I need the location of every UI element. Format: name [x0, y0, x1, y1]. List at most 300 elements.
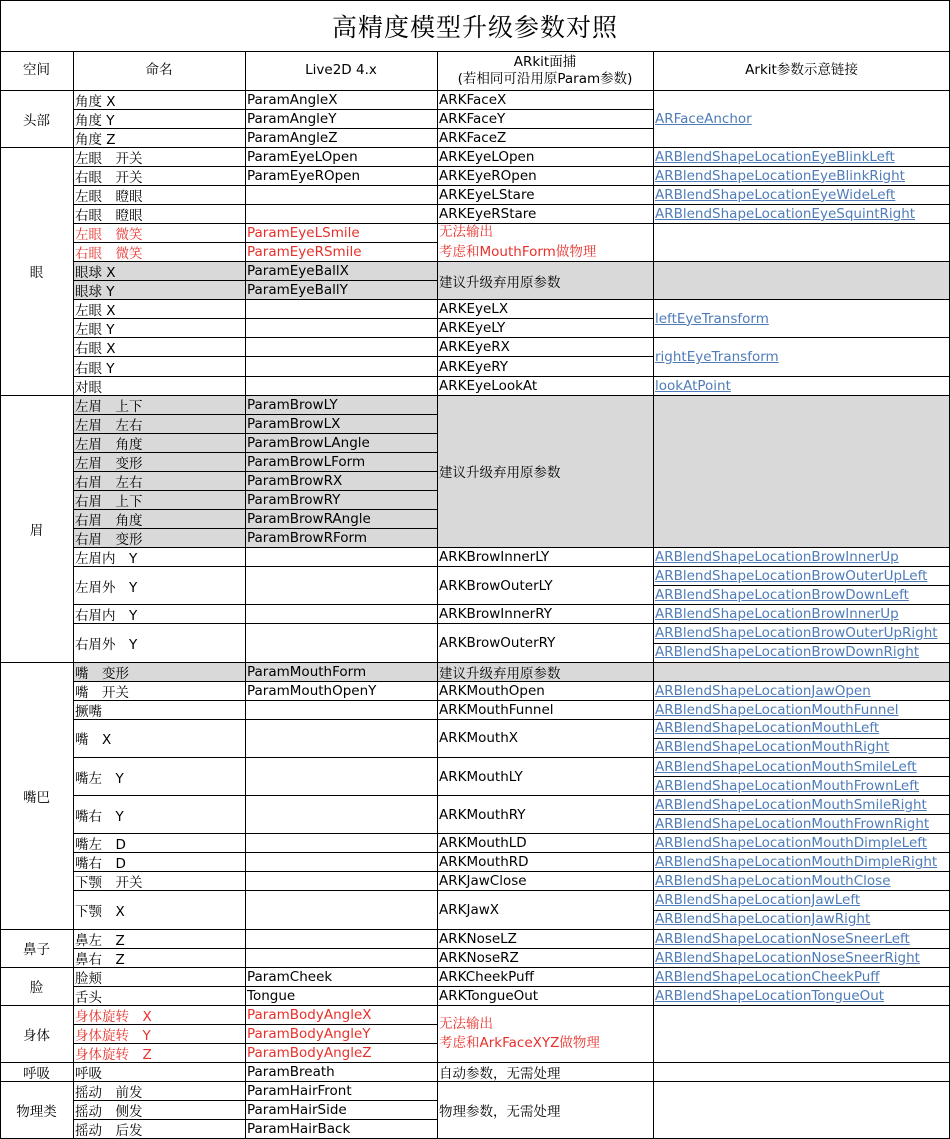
arkit-link-cell: [653, 1063, 950, 1082]
arkit-link[interactable]: ARBlendShapeLocationMouthSmileRight: [655, 796, 927, 813]
grid-line: [0, 90, 950, 91]
space-label: 眼: [29, 265, 44, 282]
param-name: 右眼 微笑: [75, 246, 143, 262]
grid-line: [73, 109, 437, 110]
header-text: 空间: [23, 62, 50, 78]
arkit-param: ARKEyeLY: [439, 320, 506, 337]
live2d-param: [245, 796, 437, 834]
grid-line: [73, 509, 437, 510]
grid-line: [653, 986, 950, 987]
arkit-param: ARKMouthX: [439, 730, 519, 747]
grid-line: [73, 166, 437, 167]
sheet-title: 高精度模型升级参数对照: [331, 12, 618, 42]
arkit-link-cell: [653, 90, 950, 147]
live2d-param: ParamHairBack: [247, 1121, 351, 1138]
arkit-param-note: [437, 1005, 653, 1062]
live2d-param: [245, 605, 437, 624]
header-link: [653, 51, 950, 90]
param-name: 左眼 开关: [75, 150, 143, 167]
param-name: 摇动 后发: [75, 1123, 143, 1139]
grid-line: [653, 719, 950, 720]
grid-line: [73, 1100, 437, 1101]
live2d-param: ParamAngleY: [247, 110, 337, 127]
grid-line: [437, 604, 653, 605]
grid-line: [653, 814, 950, 815]
grid-line: [73, 852, 437, 853]
live2d-param: [245, 872, 437, 891]
grid-line: [73, 1024, 437, 1025]
arkit-link-cell: [653, 700, 950, 719]
grid-line: [437, 51, 438, 1139]
arkit-link[interactable]: ARFaceAnchor: [655, 110, 752, 127]
live2d-param: ParamBodyAngleX: [247, 1006, 372, 1023]
grid-line: [73, 1119, 437, 1120]
arkit-link[interactable]: ARBlendShapeLocationBrowDownLeft: [655, 586, 909, 603]
grid-line: [437, 547, 653, 548]
arkit-link-cell: [653, 834, 950, 853]
grid-line: [653, 795, 950, 796]
grid-line: [653, 776, 950, 777]
header-text: 命名: [145, 62, 173, 78]
arkit-link[interactable]: lookAtPoint: [655, 377, 731, 394]
grid-line: [437, 719, 653, 720]
arkit-param: ARKTongueOut: [439, 987, 539, 1004]
live2d-param: ParamEyeLOpen: [247, 148, 358, 165]
arkit-link[interactable]: ARBlendShapeLocationTongueOut: [655, 987, 885, 1004]
grid-line: [73, 871, 437, 872]
arkit-link-cell: [653, 853, 950, 872]
grid-line: [73, 833, 437, 834]
param-name: 右眉 变形: [73, 529, 245, 548]
arkit-param: ARKFaceY: [439, 110, 506, 127]
param-name: 嘴 X: [75, 732, 112, 749]
grid-line: [73, 452, 437, 453]
arkit-link[interactable]: ARBlendShapeLocationEyeBlinkLeft: [655, 148, 895, 165]
grid-line: [653, 852, 950, 853]
live2d-param: [245, 719, 437, 757]
grid-line: [0, 0, 950, 1]
grid-line: [653, 623, 950, 624]
arkit-param-note: 建议升级弃用原参数: [437, 395, 653, 548]
grid-line: [73, 128, 437, 129]
space-label: 鼻子: [23, 942, 50, 959]
grid-line: [0, 1062, 950, 1063]
grid-line: [437, 623, 653, 624]
param-name: 左眉 角度: [73, 433, 245, 452]
grid-line: [437, 128, 653, 129]
arkit-param: ARKNoseRZ: [439, 949, 519, 966]
live2d-param: Tongue: [247, 987, 296, 1004]
grid-line: [73, 719, 437, 720]
space-label: 身体: [23, 1027, 50, 1044]
arkit-link[interactable]: rightEyeTransform: [655, 348, 779, 365]
live2d-param: ParamEyeLSmile: [247, 225, 360, 242]
live2d-param: ParamHairFront: [247, 1083, 352, 1100]
grid-line: [653, 337, 950, 338]
live2d-param: ParamBrowRAngle: [245, 510, 437, 529]
live2d-param: [245, 757, 437, 795]
grid-line: [653, 223, 950, 224]
arkit-link-cell: [653, 681, 950, 700]
live2d-param: ParamBrowLForm: [245, 452, 437, 471]
param-name: 角度 Y: [75, 112, 115, 129]
param-name: 呼吸: [75, 1066, 102, 1082]
grid-line: [653, 757, 950, 758]
live2d-param: [245, 929, 437, 948]
grid-line: [0, 1081, 950, 1082]
arkit-link[interactable]: ARBlendShapeLocationBrowDownRight: [655, 644, 920, 661]
arkit-link[interactable]: ARBlendShapeLocationMouthLeft: [655, 720, 880, 737]
arkit-link-cell: [653, 223, 950, 261]
space-label: 头部: [23, 112, 50, 129]
grid-line: [437, 166, 653, 167]
grid-line: [73, 948, 437, 949]
arkit-param: ARKEyeLOpen: [439, 148, 535, 165]
arkit-param: ARKFaceZ: [439, 129, 507, 146]
grid-line: [73, 986, 437, 987]
grid-line: [653, 681, 950, 682]
arkit-param: 自动参数，无需处理: [439, 1066, 561, 1082]
grid-line: [437, 795, 653, 796]
arkit-param: ARKMouthOpen: [439, 682, 545, 699]
arkit-link-cell: [653, 548, 950, 567]
grid-line: [437, 109, 653, 110]
param-name: 摇动 前发: [75, 1085, 143, 1101]
param-name: 左眼 X: [75, 303, 116, 319]
arkit-note-line: 考虑和MouthForm做物理: [439, 243, 597, 260]
live2d-param: ParamHairSide: [247, 1102, 347, 1119]
param-name: 右眼 瞪眼: [75, 207, 143, 224]
arkit-link[interactable]: ARBlendShapeLocationBrowOuterUpLeft: [655, 567, 928, 584]
param-name: 右眉内 Y: [75, 608, 138, 624]
arkit-param: ARKJawX: [439, 902, 500, 918]
arkit-link[interactable]: ARBlendShapeLocationNoseSneerLeft: [655, 930, 910, 947]
grid-line: [437, 948, 653, 949]
arkit-link[interactable]: ARBlendShapeLocationNoseSneerRight: [655, 949, 920, 966]
grid-line: [73, 318, 437, 319]
param-name: 角度 Z: [75, 131, 116, 148]
arkit-param: ARKMouthLY: [439, 768, 523, 785]
arkit-link[interactable]: ARBlendShapeLocationEyeWideLeft: [655, 186, 896, 203]
param-name: 身体旋转 Z: [75, 1047, 152, 1063]
param-name: 身体旋转 X: [75, 1008, 152, 1025]
grid-line: [73, 757, 437, 758]
grid-line: [0, 662, 950, 663]
grid-line: [653, 585, 950, 586]
grid-line: [73, 700, 437, 701]
param-name: 右眼 X: [75, 341, 116, 357]
grid-line: [0, 147, 950, 148]
grid-line: [653, 166, 950, 167]
space-label: 脸: [29, 980, 44, 997]
grid-line: [73, 433, 437, 434]
grid-line: [73, 604, 437, 605]
param-name: 鼻左 Z: [75, 932, 125, 949]
arkit-param: ARKEyeLX: [439, 301, 509, 318]
grid-line: [0, 967, 950, 968]
arkit-param-note: 物理参数，无需处理: [439, 1104, 561, 1121]
live2d-param: [245, 185, 437, 204]
arkit-link-cell: [653, 204, 950, 223]
grid-line: [653, 738, 950, 739]
live2d-param: ParamBrowRForm: [245, 529, 437, 548]
arkit-link[interactable]: ARBlendShapeLocationMouthDimpleLeft: [655, 835, 928, 852]
arkit-link[interactable]: leftEyeTransform: [655, 310, 769, 327]
grid-line: [653, 185, 950, 186]
grid-line: [73, 528, 437, 529]
grid-line: [0, 395, 950, 396]
grid-line: [653, 948, 950, 949]
grid-line: [653, 299, 950, 300]
live2d-param: [245, 834, 437, 853]
live2d-param: ParamBodyAngleY: [247, 1025, 371, 1042]
live2d-param: [245, 700, 437, 719]
grid-line: [73, 280, 437, 281]
grid-line: [73, 414, 437, 415]
grid-line: [437, 757, 653, 758]
arkit-link-cell: [653, 376, 950, 395]
grid-line: [245, 51, 246, 1139]
arkit-link-cell: [653, 662, 950, 681]
live2d-param: [245, 891, 437, 929]
param-name: 下颚 开关: [75, 875, 143, 891]
param-name: 左眼 瞪眼: [75, 188, 143, 205]
grid-line: [73, 337, 437, 338]
param-name: 右眉外 Y: [75, 637, 138, 654]
grid-line: [437, 261, 653, 262]
grid-line: [73, 185, 437, 186]
live2d-param: ParamEyeBallY: [245, 281, 437, 300]
arkit-link-cell: [653, 338, 950, 376]
live2d-param: ParamAngleX: [247, 91, 338, 108]
header-name: [73, 51, 245, 90]
arkit-link[interactable]: ARBlendShapeLocationMouthFunnel: [655, 701, 899, 718]
arkit-link[interactable]: ARBlendShapeLocationEyeBlinkRight: [655, 167, 905, 184]
live2d-param: ParamBreath: [247, 1064, 335, 1081]
arkit-param: ARKEyeRY: [439, 358, 509, 375]
arkit-param: ARKEyeRStare: [439, 205, 537, 222]
grid-line: [437, 681, 653, 682]
live2d-param: [245, 204, 437, 223]
arkit-link[interactable]: ARBlendShapeLocationMouthDimpleRight: [655, 854, 938, 871]
param-name: 嘴左 Y: [75, 770, 124, 787]
arkit-link[interactable]: ARBlendShapeLocationMouthFrownLeft: [655, 777, 920, 794]
header-live2d: [245, 51, 437, 90]
live2d-param: ParamEyeRSmile: [247, 244, 362, 261]
param-name: 下颚 X: [75, 904, 125, 920]
space-label: 呼吸: [23, 1066, 50, 1082]
arkit-link-cell: [653, 1005, 950, 1062]
arkit-link-cell: [653, 929, 950, 948]
param-name: 右眼 开关: [75, 169, 143, 186]
arkit-link-cell: [653, 967, 950, 986]
grid-line: [73, 490, 437, 491]
grid-line: [0, 51, 950, 52]
arkit-link[interactable]: ARBlendShapeLocationBrowInnerUp: [655, 606, 899, 623]
arkit-param: ARKEyeRX: [439, 339, 510, 356]
grid-line: [653, 871, 950, 872]
grid-line: [73, 623, 437, 624]
live2d-param: ParamCheek: [247, 968, 333, 985]
param-name: 眼球 Y: [73, 281, 245, 300]
param-name: 左眉 上下: [73, 395, 245, 414]
arkit-link[interactable]: ARBlendShapeLocationEyeSquintRight: [655, 205, 916, 222]
arkit-param: ARKEyeLStare: [439, 186, 535, 203]
live2d-param: [245, 300, 437, 319]
arkit-param: ARKCheekPuff: [439, 968, 534, 985]
param-name: 对眼: [75, 379, 102, 396]
param-name: 左眼 微笑: [75, 227, 143, 243]
live2d-param: [245, 853, 437, 872]
param-name: 左眉 左右: [73, 414, 245, 433]
param-name: 眼球 X: [73, 262, 245, 281]
arkit-link[interactable]: ARBlendShapeLocationJawRight: [655, 911, 871, 927]
grid-line: [437, 566, 653, 567]
arkit-link-cell: [653, 395, 950, 548]
live2d-param: [245, 338, 437, 357]
arkit-link[interactable]: ARBlendShapeLocationMouthRight: [655, 739, 890, 756]
arkit-param-note: 建议升级弃用原参数: [437, 262, 653, 300]
arkit-link[interactable]: ARBlendShapeLocationBrowOuterUpRight: [655, 625, 938, 642]
grid-line: [73, 566, 437, 567]
arkit-param: ARKJawClose: [439, 873, 527, 890]
header-arkit: [437, 51, 653, 90]
header-text: Live2D 4.x: [305, 62, 377, 78]
arkit-link-cell: [653, 147, 950, 166]
grid-line: [73, 681, 437, 682]
grid-line: [653, 833, 950, 834]
grid-line: [73, 261, 437, 262]
grid-line: [653, 204, 950, 205]
param-name: 嘴右 Y: [75, 808, 124, 825]
grid-line: [0, 1005, 950, 1006]
grid-line: [437, 223, 653, 224]
arkit-link[interactable]: ARBlendShapeLocationBrowInnerUp: [655, 549, 899, 566]
grid-line: [73, 242, 437, 243]
grid-line: [73, 471, 437, 472]
param-name: 鼻右 Z: [75, 951, 125, 968]
live2d-param: ParamAngleZ: [247, 129, 338, 146]
arkit-param: ARKMouthRD: [439, 854, 529, 871]
live2d-param: [245, 624, 437, 662]
param-name: 角度 X: [75, 93, 116, 110]
param-name: 右眼 Y: [75, 360, 115, 377]
arkit-note-line: 无法输出: [439, 1015, 493, 1032]
grid-line: [437, 871, 653, 872]
param-name: 右眉 上下: [73, 490, 245, 509]
arkit-link[interactable]: ARBlendShapeLocationJawOpen: [655, 682, 871, 699]
grid-line: [437, 700, 653, 701]
arkit-link[interactable]: ARBlendShapeLocationJawLeft: [655, 892, 861, 908]
grid-line: [437, 337, 653, 338]
space-label: 眉: [29, 522, 44, 539]
arkit-link-cell: [653, 948, 950, 967]
header-text: Arkit参数示意链接: [745, 62, 858, 78]
grid-line: [653, 547, 950, 548]
live2d-param: [245, 948, 437, 967]
grid-line: [73, 223, 437, 224]
live2d-param: ParamBodyAngleZ: [247, 1045, 372, 1062]
grid-line: [437, 204, 653, 205]
header-text: ARkit面捕: [513, 53, 577, 70]
header-space: [0, 51, 73, 90]
live2d-param: [245, 319, 437, 338]
header-text: (若相同可沿用原Param参数): [457, 70, 633, 87]
param-name: 嘴右 D: [75, 856, 126, 872]
space-label: 物理类: [16, 1104, 57, 1121]
arkit-param: ARKBrowOuterRY: [439, 635, 556, 652]
grid-line: [653, 566, 950, 567]
param-name: 嘴 变形: [73, 662, 245, 681]
grid-line: [0, 0, 1, 1139]
space-label: 嘴巴: [23, 789, 50, 806]
grid-line: [653, 51, 654, 1139]
arkit-link-cell: [653, 605, 950, 624]
grid-line: [73, 795, 437, 796]
arkit-link[interactable]: ARBlendShapeLocationMouthClose: [655, 873, 891, 890]
arkit-link-cell: [653, 1082, 950, 1139]
live2d-param: ParamMouthForm: [245, 662, 437, 681]
arkit-param: ARKNoseLZ: [439, 930, 517, 947]
arkit-link-cell: [653, 166, 950, 185]
grid-line: [73, 547, 437, 548]
live2d-param: ParamEyeROpen: [247, 167, 361, 184]
live2d-param: ParamBrowRX: [245, 471, 437, 490]
arkit-link-cell: [653, 185, 950, 204]
grid-line: [73, 890, 437, 891]
arkit-param: ARKMouthRY: [439, 806, 526, 823]
arkit-note-line: 考虑和ArkFaceXYZ做物理: [439, 1034, 600, 1051]
arkit-link-cell: [653, 986, 950, 1005]
arkit-link[interactable]: ARBlendShapeLocationMouthFrownRight: [655, 815, 930, 832]
grid-line: [653, 700, 950, 701]
live2d-param: ParamBrowRY: [245, 490, 437, 509]
arkit-param: ARKBrowOuterLY: [439, 577, 553, 594]
arkit-link-cell: [653, 262, 950, 300]
live2d-param: ParamBrowLAngle: [245, 433, 437, 452]
grid-line: [437, 890, 653, 891]
grid-line: [73, 1043, 437, 1044]
grid-line: [653, 890, 950, 891]
live2d-param: ParamBrowLX: [245, 414, 437, 433]
arkit-note-line: 无法输出: [439, 224, 493, 241]
arkit-param: ARKBrowInnerLY: [439, 549, 550, 566]
arkit-param: ARKEyeLookAt: [439, 377, 538, 394]
grid-line: [73, 204, 437, 205]
arkit-link[interactable]: ARBlendShapeLocationMouthSmileLeft: [655, 758, 917, 775]
param-name: 撅嘴: [75, 703, 102, 720]
param-name: 嘴 开关: [75, 684, 129, 701]
grid-line: [437, 833, 653, 834]
live2d-param: ParamMouthOpenY: [247, 682, 377, 699]
arkit-param: ARKMouthLD: [439, 835, 527, 852]
param-name: 嘴左 D: [75, 837, 126, 853]
grid-line: [437, 185, 653, 186]
grid-line: [0, 929, 950, 930]
param-name: 舌头: [75, 989, 102, 1006]
param-name: 左眉 变形: [73, 452, 245, 471]
arkit-param-note: [437, 223, 653, 261]
arkit-link[interactable]: ARBlendShapeLocationCheekPuff: [655, 968, 880, 985]
grid-line: [73, 51, 74, 1139]
param-name: 左眉外 Y: [75, 579, 138, 596]
live2d-param: [245, 548, 437, 567]
arkit-param: ARKEyeROpen: [439, 167, 537, 184]
grid-line: [653, 910, 950, 911]
param-name: 左眼 Y: [75, 322, 115, 338]
grid-line: [437, 318, 653, 319]
arkit-param: 建议升级弃用原参数: [437, 662, 653, 681]
